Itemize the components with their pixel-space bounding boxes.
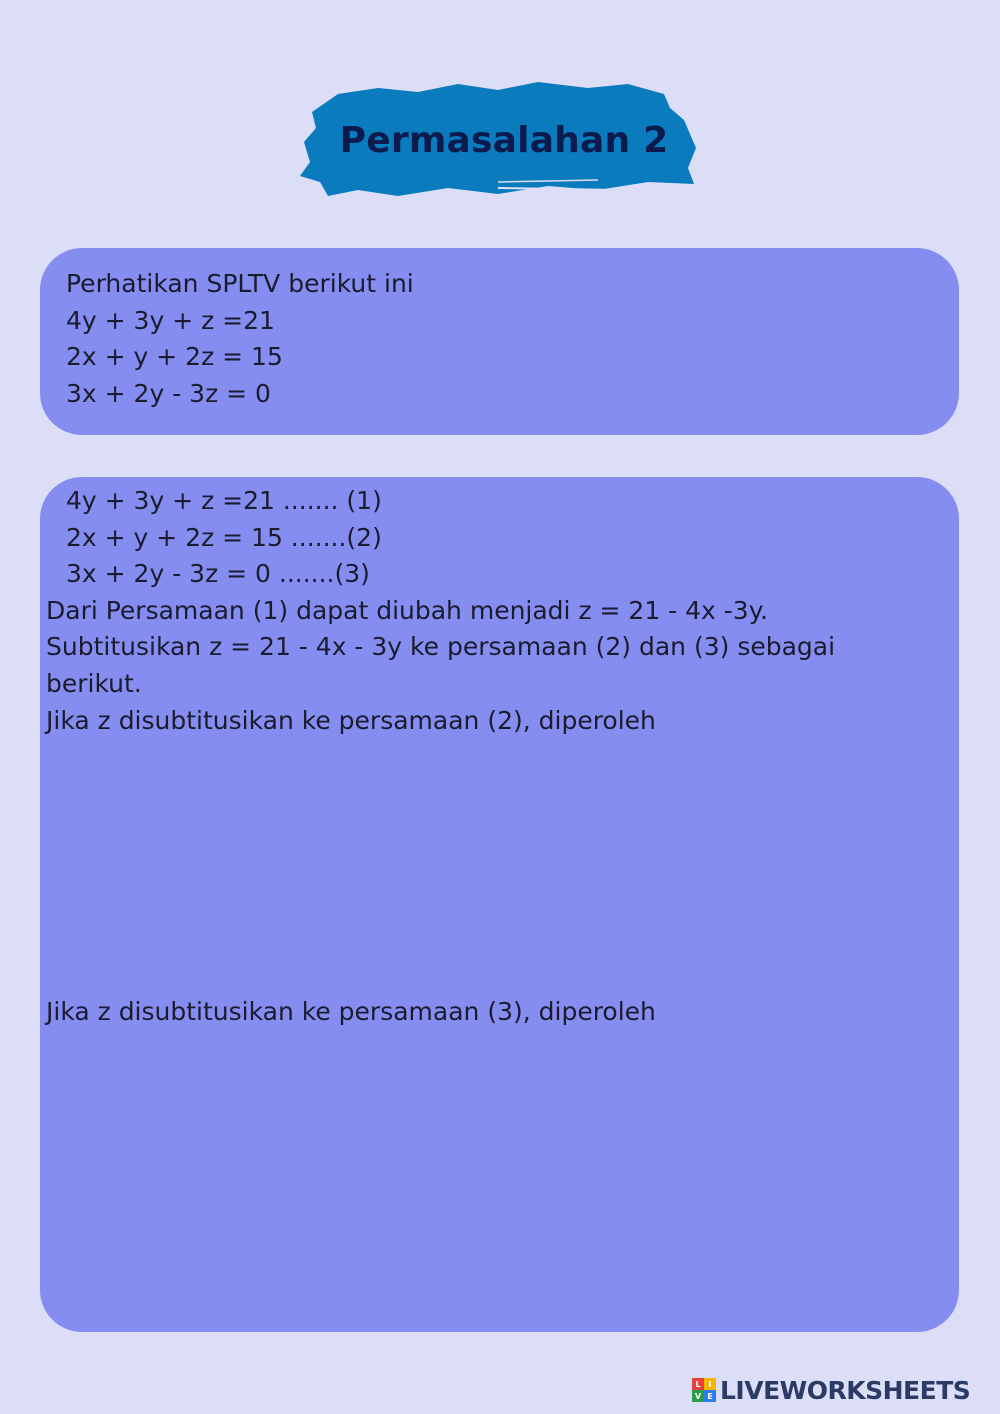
live-letter-e: E — [704, 1390, 716, 1402]
page-title: Permasalahan 2 — [339, 120, 669, 161]
live-letter-l: L — [692, 1378, 704, 1390]
problem-equation-1: 4y + 3y + z =21 — [66, 305, 275, 335]
problem-equation-3: 3x + 2y - 3z = 0 — [66, 378, 271, 408]
solution-substitution-3: Jika z disubtitusikan ke persamaan (3), diperoleh — [46, 997, 656, 1027]
solution-step-2: Subtitusikan z = 21 - 4x - 3y ke persamaan (2) dan (3) sebagai — [46, 632, 836, 662]
solution-card — [40, 477, 959, 1332]
liveworksheets-logo — [692, 1374, 970, 1406]
liveworksheets-wordmark: LIVEWORKSHEETS — [720, 1375, 971, 1405]
problem-intro: Perhatikan SPLTV berikut ini — [66, 269, 414, 298]
live-grid-icon — [692, 1378, 716, 1402]
live-letter-v: V — [692, 1390, 704, 1402]
solution-equation-1: 4y + 3y + z =21 ....... (1) — [66, 486, 382, 515]
live-letter-i: I — [704, 1378, 716, 1390]
solution-substitution-2: Jika z disubtitusikan ke persamaan (2), diperoleh — [46, 705, 656, 735]
solution-step-1: Dari Persamaan (1) dapat diubah menjadi z = 21 - 4x -3y. — [46, 595, 768, 625]
title-banner — [298, 78, 702, 208]
solution-equation-3: 3x + 2y - 3z = 0 .......(3) — [66, 559, 370, 589]
problem-card — [40, 248, 959, 435]
solution-step-2-cont: berikut. — [46, 668, 142, 698]
problem-equation-2: 2x + y + 2z = 15 — [66, 342, 283, 372]
solution-equation-2: 2x + y + 2z = 15 .......(2) — [66, 522, 382, 552]
